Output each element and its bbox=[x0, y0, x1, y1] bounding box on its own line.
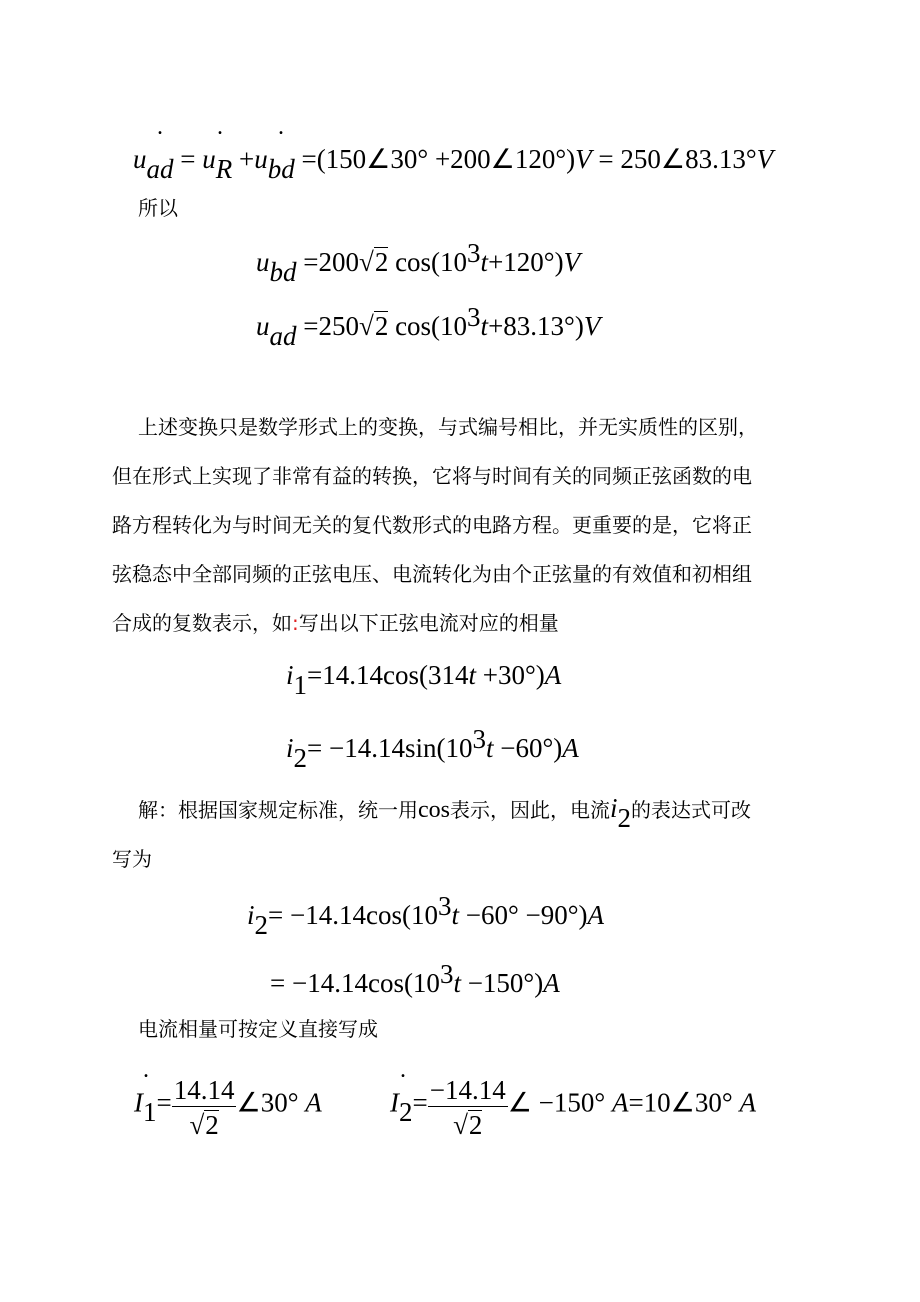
equation-I2-phasor: I2= $\frac{-14.14}{√2}$ ∠ −150° A=10∠30° A bbox=[390, 1075, 756, 1140]
equation-I1-phasor: I1= $\frac{14.14}{√2}$ ∠30° A bbox=[134, 1075, 322, 1140]
equation-u-bd: ubd =200√2 cos(103t+120°)V bbox=[256, 238, 581, 287]
phasor-dot: . bbox=[217, 114, 223, 140]
equation-i2: i2= −14.14sin(103t −60°)A bbox=[286, 724, 579, 773]
phasor-dot: . bbox=[157, 114, 163, 140]
solution-line-2: 写为 bbox=[112, 847, 152, 871]
paragraph-line: 合成的复数表示，如:写出以下正弦电流对应的相量 bbox=[112, 611, 559, 635]
solution-line-1: 解：根据国家规定标准，统一用cos表示，因此，电流i2的表达式可改 bbox=[138, 793, 752, 833]
equation-u-ad: uad =250√2 cos(103t+83.13°)V bbox=[256, 302, 601, 351]
red-colon: : bbox=[292, 611, 299, 635]
phasor-dot: . bbox=[143, 1057, 149, 1083]
equation-i2-cos: i2= −14.14cos(103t −60° −90°)A bbox=[247, 891, 605, 940]
label-suoyi: 所以 bbox=[138, 196, 178, 220]
equation-i2-simplified: = −14.14cos(103t −150°)A bbox=[270, 959, 560, 998]
phasor-dot: . bbox=[278, 114, 284, 140]
body-paragraph bbox=[112, 403, 812, 648]
equation-i1: i1=14.14cos(314t +30°)A bbox=[286, 660, 562, 700]
equation-u-ad-sum: uad = uR +ubd =(150∠30° +200∠120°)V = 250∠83.13°V bbox=[133, 144, 774, 184]
paragraph-line: 路方程转化为与时间无关的复代数形式的电路方程。更重要的是，它将正 bbox=[112, 513, 752, 537]
phasor-dot: . bbox=[400, 1057, 406, 1083]
paragraph-line: 上述变换只是数学形式上的变换，与式编号相比，并无实质性的区别， bbox=[138, 415, 758, 439]
paragraph-line: 弦稳态中全部同频的正弦电压、电流转化为由个正弦量的有效值和初相组 bbox=[112, 562, 752, 586]
paragraph-line: 但在形式上实现了非常有益的转换，它将与时间有关的同频正弦函数的电 bbox=[112, 464, 752, 488]
label-phasor-definition: 电流相量可按定义直接写成 bbox=[138, 1017, 378, 1041]
